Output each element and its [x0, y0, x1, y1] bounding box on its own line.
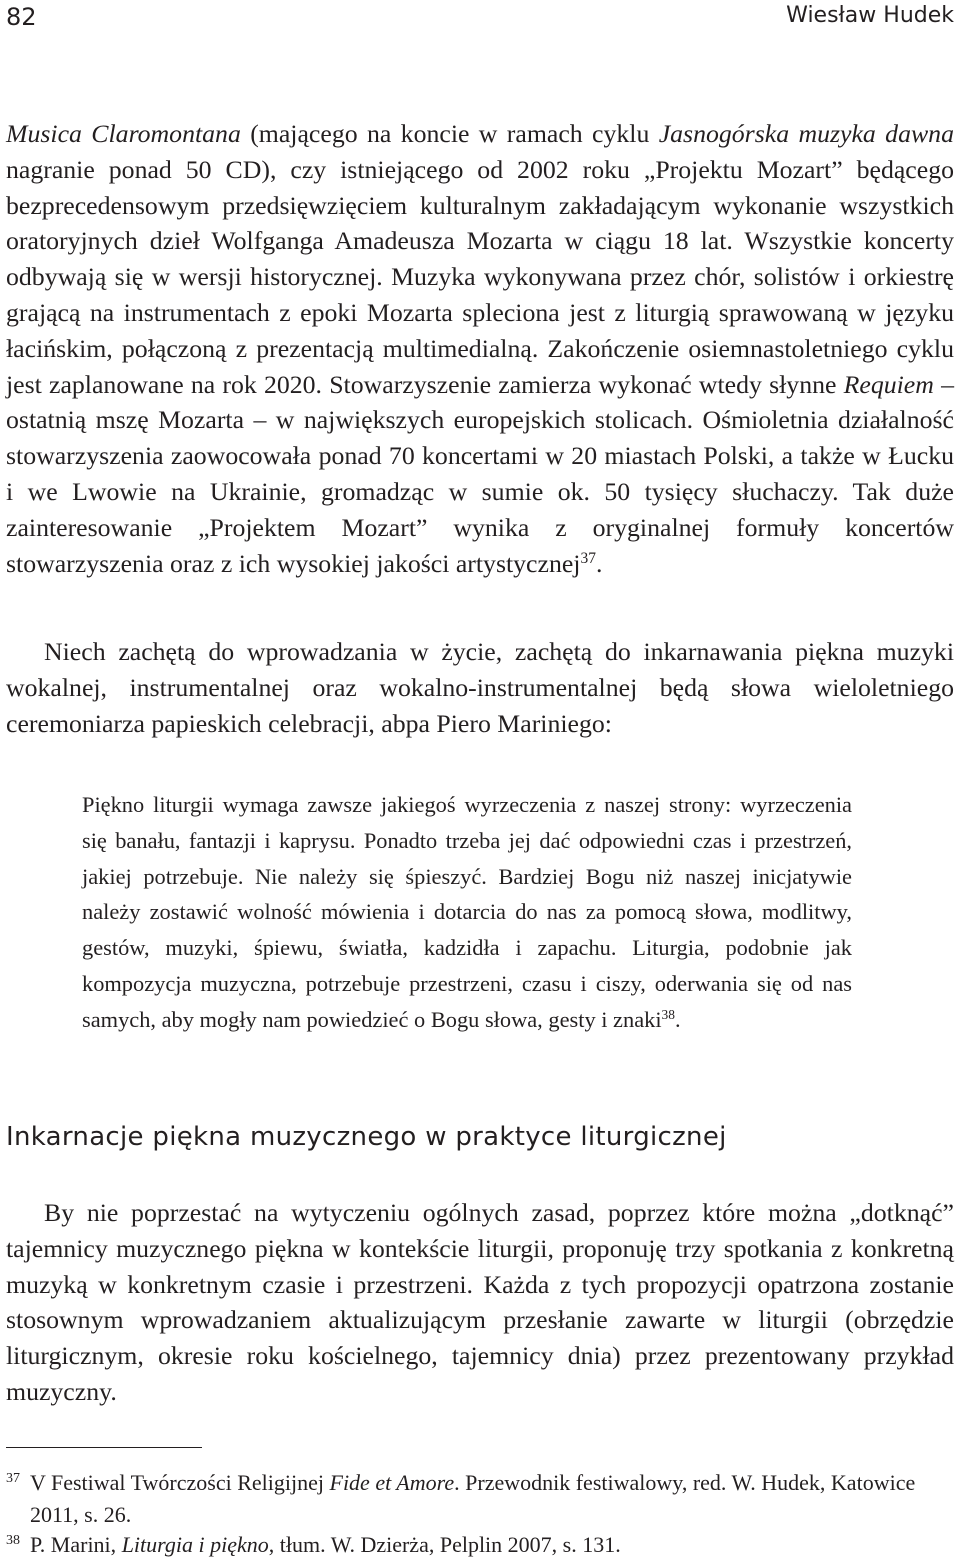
italic-title-jasnogorska: Jasnogórska muzyka dawna — [658, 119, 954, 148]
footnote-ref-37[interactable]: 37 — [580, 550, 596, 568]
footnote-run: P. Marini, — [30, 1532, 122, 1557]
footnote-run: V Festiwal Twórczości Religijnej — [30, 1470, 330, 1495]
footnote-37 — [6, 1467, 954, 1531]
footnote-run: . Przewodnik festiwalowy, red. W. Hudek, Katowice 2011, s. 26. — [30, 1470, 916, 1527]
text-run: – ostatnią mszę Mozarta – w największych europejskich stolicach. Ośmioletnia działalność stowarzyszenia zaowocowała ponad 70 koncertami w 20 miastach Polski, a także w Łucku i we Lwowie na Ukrainie, gromadząc w sumie ok. 50 tysięcy słuchaczy. Tak duże zainteresowanie „Projektem Mozart” wynika z oryginalnej formuły koncertów stowarzyszenia oraz z ich wysokiej jakości artystycznej — [6, 369, 954, 578]
text-run: nagranie ponad 50 CD), czy istniejącego od 2002 roku „Projektu Mozart” będącego bezprecedensowym przedsięwzięciem kulturalnym zakładającym wykonanie wszystkich oratoryjnych dzieł Wolfganga Amadeusza Mozarta w ciągu 18 lat. Wszystkie koncerty odbywają się w wersji historycznej. Muzyka wykonywana przez chór, solistów i orkiestrę grającą na instrumentach z epoki Mozarta spleciona jest z liturgią sprawowaną w języku łacińskim, połączoną z prezentacją multimedialną. Zakończenie osiemnastoletniego cyklu jest zaplanowane na rok 2020. Stowarzyszenie zamierza wykonać wtedy słynne — [6, 154, 954, 399]
footnote-italic: Liturgia i piękno — [121, 1532, 269, 1557]
quote-end: . — [674, 1006, 681, 1032]
block-quote — [82, 787, 852, 1038]
text-run: (mającego na koncie w ramach cyklu — [240, 119, 659, 148]
footnote-text — [6, 1467, 954, 1531]
text-run: . — [595, 548, 603, 578]
footnote-38 — [6, 1529, 954, 1561]
footnote-text — [6, 1529, 954, 1561]
page-number: 82 — [6, 3, 37, 31]
footnote-ref-38[interactable]: 38 — [661, 1007, 675, 1023]
footnote-number: 37 — [6, 1471, 20, 1486]
footnote-run: , tłum. W. Dzierża, Pelplin 2007, s. 131. — [268, 1532, 621, 1557]
running-head-author: Wiesław Hudek — [786, 3, 954, 28]
section-heading: Inkarnacje piękna muzycznego w praktyce liturgicznej — [6, 1122, 727, 1152]
footnote-italic: Fide et Amore — [329, 1470, 455, 1495]
italic-title-musica-claromontana: Musica Claromontana — [6, 119, 241, 148]
footnote-separator — [6, 1447, 202, 1448]
quote-text: Piękno liturgii wymaga zawsze jakiegoś wyrzeczenia z naszej strony: wyrzeczenia się banału, fantazji i kaprysu. Ponadto trzeba jej dać odpowiedni czas i przestrzeń, jakiej potrzebuje. Nie należy się śpieszyć. Bardziej Bogu niż naszej inicjatywie należy zostawić wolność mówienia i dotarcia do nas za pomocą słowa, modlitwy, gestów, muzyki, śpiewu, światła, kadzidła i zapachu. Liturgia, podobnie jak kompozycja muzyczna, potrzebuje przestrzeni, czasu i ciszy, oderwania się od nas samych, aby mogły nam powiedzieć o Bogu słowa, gesty i znaki — [82, 792, 852, 1032]
paragraph-1 — [6, 116, 954, 581]
paragraph-2: Niech zachętą do wprowadzania w życie, zachętą do inkarnawania piękna muzyki wokalnej, instrumentalnej oraz wokalno-instrumentalnej będą słowa wieloletniego ceremoniarza papieskich celebracji, abpa Piero Mariniego: — [6, 637, 954, 738]
paragraph-3: By nie poprzestać na wytyczeniu ogólnych zasad, poprzez które można „dotknąć” tajemnicy muzycznego piękna w kontekście liturgii, proponuję trzy spotkania z konkretną muzyką w konkretnym czasie i przestrzeni. Każda z tych propozycji opatrzona zostanie stosownym wprowadzaniem aktualizującym przesłanie zawarte w liturgii (obrzędzie liturgicznym, okresie roku kościelnego, tajemnicy dnia) przez prezentowany przykład muzyczny. — [6, 1198, 954, 1406]
footnote-number: 38 — [6, 1533, 20, 1548]
italic-title-requiem: Requiem — [843, 369, 934, 399]
